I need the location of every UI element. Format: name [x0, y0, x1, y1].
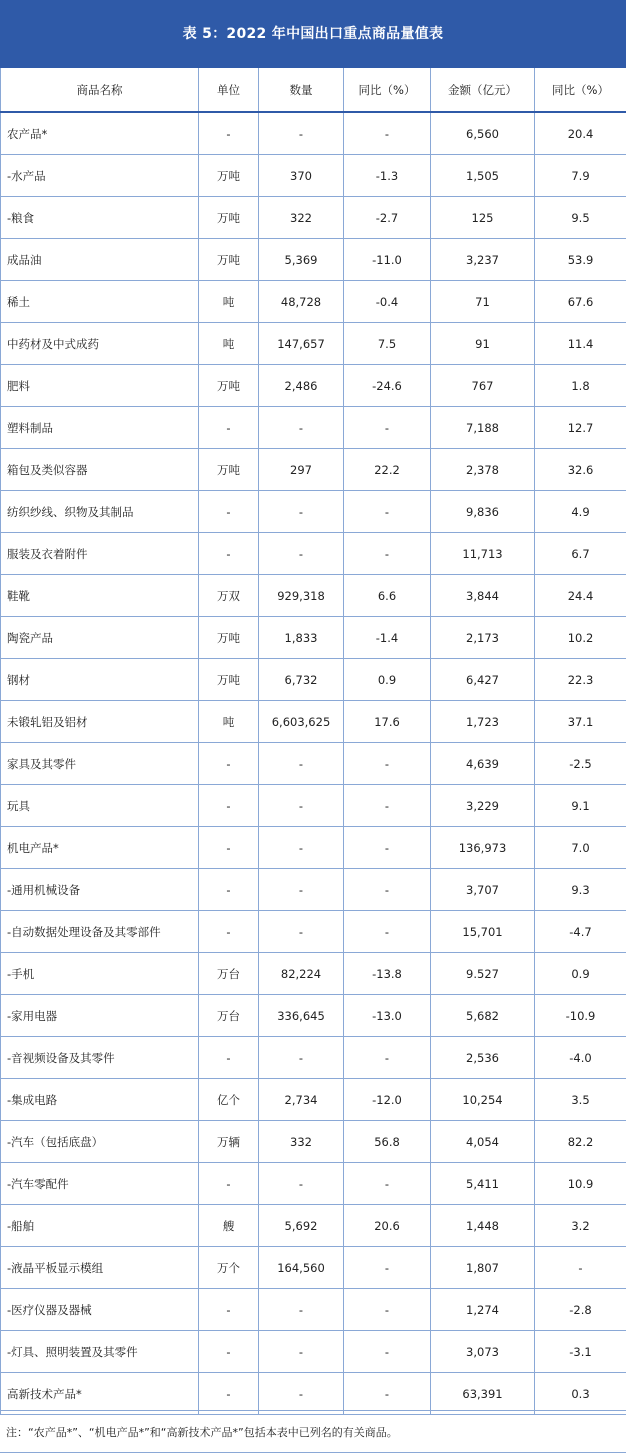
cell-unit: 万吨	[199, 617, 259, 659]
cell-unit: -	[199, 869, 259, 911]
table-row	[1, 575, 626, 617]
cell-yoy-amount: 53.9	[535, 239, 626, 281]
cell-unit: 万吨	[199, 659, 259, 701]
cell-yoy-amount: 12.7	[535, 407, 626, 449]
cell-amount: 9,836	[431, 491, 535, 533]
table-row	[1, 701, 626, 743]
cell-yoy-quantity: -11.0	[344, 239, 431, 281]
cell-amount: 3,073	[431, 1331, 535, 1373]
cell-yoy-quantity: -	[344, 911, 431, 953]
cell-unit: 万台	[199, 953, 259, 995]
cell-yoy-quantity: 0.9	[344, 659, 431, 701]
cell-yoy-quantity: -	[344, 785, 431, 827]
cell-unit: 艘	[199, 1205, 259, 1247]
cell-unit: 万吨	[199, 197, 259, 239]
cell-yoy-amount: 1.8	[535, 365, 626, 407]
table-row	[1, 449, 626, 491]
cell-yoy-quantity: -	[344, 1037, 431, 1079]
cell-quantity: -	[259, 407, 344, 449]
cell-unit: -	[199, 1037, 259, 1079]
table-row	[1, 239, 626, 281]
cell-yoy-quantity: -	[344, 1373, 431, 1415]
cell-amount: 7,188	[431, 407, 535, 449]
cell-quantity: -	[259, 1163, 344, 1205]
cell-unit: 吨	[199, 701, 259, 743]
cell-quantity: 82,224	[259, 953, 344, 995]
cell-unit: 万辆	[199, 1121, 259, 1163]
cell-unit: 亿个	[199, 1079, 259, 1121]
cell-quantity: -	[259, 911, 344, 953]
table-row	[1, 743, 626, 785]
cell-yoy-amount: 20.4	[535, 112, 626, 155]
cell-amount: 4,639	[431, 743, 535, 785]
cell-yoy-quantity: -	[344, 491, 431, 533]
cell-amount: 1,807	[431, 1247, 535, 1289]
cell-yoy-amount: 37.1	[535, 701, 626, 743]
cell-name: 家具及其零件	[1, 743, 199, 785]
table-row	[1, 1037, 626, 1079]
cell-quantity: 332	[259, 1121, 344, 1163]
cell-name: 未锻轧铝及铝材	[1, 701, 199, 743]
table-row	[1, 785, 626, 827]
table-row	[1, 491, 626, 533]
cell-amount: 1,448	[431, 1205, 535, 1247]
cell-yoy-quantity: -	[344, 533, 431, 575]
table-row	[1, 1331, 626, 1373]
cell-yoy-amount: 7.0	[535, 827, 626, 869]
cell-yoy-quantity: -	[344, 827, 431, 869]
header-quantity: 数量	[259, 67, 344, 112]
header-row	[1, 67, 626, 112]
table-row	[1, 533, 626, 575]
cell-amount: 3,844	[431, 575, 535, 617]
cell-amount: 6,560	[431, 112, 535, 155]
cell-yoy-amount: -10.9	[535, 995, 626, 1037]
cell-name: 陶瓷产品	[1, 617, 199, 659]
table-row	[1, 112, 626, 155]
table-row	[1, 995, 626, 1037]
cell-yoy-quantity: -	[344, 1289, 431, 1331]
table-row	[1, 953, 626, 995]
table-row	[1, 827, 626, 869]
cell-amount: 3,229	[431, 785, 535, 827]
cell-amount: 91	[431, 323, 535, 365]
cell-quantity: 322	[259, 197, 344, 239]
cell-unit: -	[199, 112, 259, 155]
cell-unit: -	[199, 1331, 259, 1373]
cell-amount: 6,427	[431, 659, 535, 701]
cell-yoy-quantity: -	[344, 1331, 431, 1373]
cell-name: -音视频设备及其零件	[1, 1037, 199, 1079]
cell-yoy-amount: -2.8	[535, 1289, 626, 1331]
cell-quantity: 2,734	[259, 1079, 344, 1121]
cell-amount: 2,536	[431, 1037, 535, 1079]
table-row	[1, 197, 626, 239]
cell-quantity: 336,645	[259, 995, 344, 1037]
table-row	[1, 1079, 626, 1121]
cell-name: -汽车零配件	[1, 1163, 199, 1205]
cell-yoy-amount: 4.9	[535, 491, 626, 533]
cell-name: -医疗仪器及器械	[1, 1289, 199, 1331]
cell-name: -水产品	[1, 155, 199, 197]
cell-amount: 63,391	[431, 1373, 535, 1415]
cell-name: 肥料	[1, 365, 199, 407]
cell-amount: 767	[431, 365, 535, 407]
cell-unit: -	[199, 911, 259, 953]
cell-quantity: 1,833	[259, 617, 344, 659]
cell-yoy-amount: 9.3	[535, 869, 626, 911]
cell-yoy-quantity: 22.2	[344, 449, 431, 491]
table-row	[1, 869, 626, 911]
cell-yoy-quantity: -	[344, 1163, 431, 1205]
cell-quantity: 929,318	[259, 575, 344, 617]
cell-yoy-amount: 32.6	[535, 449, 626, 491]
cell-quantity: 5,692	[259, 1205, 344, 1247]
cell-quantity: -	[259, 869, 344, 911]
cell-amount: 1,505	[431, 155, 535, 197]
cell-amount: 136,973	[431, 827, 535, 869]
table-container	[0, 66, 626, 1410]
cell-yoy-amount: 9.1	[535, 785, 626, 827]
cell-yoy-amount: 0.9	[535, 953, 626, 995]
table-row	[1, 155, 626, 197]
cell-name: -自动数据处理设备及其零部件	[1, 911, 199, 953]
cell-yoy-amount: 0.3	[535, 1373, 626, 1415]
cell-quantity: -	[259, 533, 344, 575]
header-unit: 单位	[199, 67, 259, 112]
cell-quantity: -	[259, 785, 344, 827]
cell-name: -家用电器	[1, 995, 199, 1037]
cell-yoy-quantity: -	[344, 1247, 431, 1289]
cell-quantity: 2,486	[259, 365, 344, 407]
cell-unit: 万吨	[199, 239, 259, 281]
cell-name: -通用机械设备	[1, 869, 199, 911]
cell-amount: 11,713	[431, 533, 535, 575]
table-row	[1, 911, 626, 953]
cell-amount: 5,682	[431, 995, 535, 1037]
cell-quantity: 370	[259, 155, 344, 197]
cell-name: 玩具	[1, 785, 199, 827]
cell-name: 鞋靴	[1, 575, 199, 617]
table-row	[1, 1373, 626, 1415]
cell-name: 纺织纱线、织物及其制品	[1, 491, 199, 533]
cell-unit: -	[199, 1289, 259, 1331]
cell-yoy-amount: 24.4	[535, 575, 626, 617]
cell-quantity: -	[259, 112, 344, 155]
header-name: 商品名称	[1, 67, 199, 112]
cell-unit: -	[199, 1373, 259, 1415]
cell-unit: 吨	[199, 323, 259, 365]
cell-yoy-amount: 6.7	[535, 533, 626, 575]
cell-yoy-quantity: -12.0	[344, 1079, 431, 1121]
cell-unit: 万台	[199, 995, 259, 1037]
table-header	[1, 67, 626, 112]
cell-yoy-amount: -4.0	[535, 1037, 626, 1079]
cell-unit: 万个	[199, 1247, 259, 1289]
cell-yoy-quantity: -24.6	[344, 365, 431, 407]
cell-name: 钢材	[1, 659, 199, 701]
table-row	[1, 323, 626, 365]
cell-unit: 吨	[199, 281, 259, 323]
cell-amount: 5,411	[431, 1163, 535, 1205]
cell-name: -船舶	[1, 1205, 199, 1247]
cell-yoy-amount: 67.6	[535, 281, 626, 323]
cell-amount: 15,701	[431, 911, 535, 953]
cell-quantity: 297	[259, 449, 344, 491]
header-amount: 金额（亿元）	[431, 67, 535, 112]
cell-name: 高新技术产品*	[1, 1373, 199, 1415]
table-row	[1, 1205, 626, 1247]
cell-yoy-quantity: 17.6	[344, 701, 431, 743]
cell-yoy-quantity: -	[344, 869, 431, 911]
header-yoy-quantity: 同比（%）	[344, 67, 431, 112]
table-note: 注：“农产品*”、“机电产品*”和“高新技术产品*”包括本表中已列名的有关商品。	[0, 1410, 626, 1453]
cell-name: -粮食	[1, 197, 199, 239]
cell-yoy-quantity: 7.5	[344, 323, 431, 365]
cell-yoy-quantity: -	[344, 112, 431, 155]
cell-unit: 万双	[199, 575, 259, 617]
cell-quantity: 164,560	[259, 1247, 344, 1289]
cell-yoy-amount: -3.1	[535, 1331, 626, 1373]
cell-name: 机电产品*	[1, 827, 199, 869]
cell-yoy-amount: 9.5	[535, 197, 626, 239]
table-row	[1, 407, 626, 449]
export-table	[0, 66, 626, 1415]
cell-amount: 125	[431, 197, 535, 239]
cell-quantity: 48,728	[259, 281, 344, 323]
cell-yoy-quantity: -	[344, 407, 431, 449]
header-yoy-amount: 同比（%）	[535, 67, 626, 112]
cell-unit: -	[199, 533, 259, 575]
cell-unit: -	[199, 827, 259, 869]
cell-quantity: -	[259, 1289, 344, 1331]
cell-yoy-quantity: -1.3	[344, 155, 431, 197]
cell-amount: 1,723	[431, 701, 535, 743]
cell-quantity: -	[259, 1037, 344, 1079]
cell-amount: 71	[431, 281, 535, 323]
cell-yoy-amount: 10.2	[535, 617, 626, 659]
cell-name: -液晶平板显示模组	[1, 1247, 199, 1289]
cell-unit: -	[199, 1163, 259, 1205]
cell-yoy-quantity: 6.6	[344, 575, 431, 617]
cell-yoy-amount: 3.5	[535, 1079, 626, 1121]
table-row	[1, 1289, 626, 1331]
cell-unit: -	[199, 407, 259, 449]
cell-yoy-amount: -	[535, 1247, 626, 1289]
cell-yoy-quantity: 56.8	[344, 1121, 431, 1163]
cell-unit: 万吨	[199, 155, 259, 197]
table-row	[1, 281, 626, 323]
cell-name: 塑料制品	[1, 407, 199, 449]
table-row	[1, 659, 626, 701]
table-row	[1, 1163, 626, 1205]
cell-yoy-quantity: -	[344, 743, 431, 785]
cell-unit: 万吨	[199, 449, 259, 491]
cell-name: 成品油	[1, 239, 199, 281]
cell-amount: 1,274	[431, 1289, 535, 1331]
cell-yoy-amount: -4.7	[535, 911, 626, 953]
cell-quantity: -	[259, 1331, 344, 1373]
cell-amount: 2,378	[431, 449, 535, 491]
table-row	[1, 365, 626, 407]
cell-amount: 10,254	[431, 1079, 535, 1121]
cell-name: -汽车（包括底盘）	[1, 1121, 199, 1163]
cell-yoy-amount: 11.4	[535, 323, 626, 365]
cell-quantity: 5,369	[259, 239, 344, 281]
cell-yoy-quantity: 20.6	[344, 1205, 431, 1247]
cell-amount: 3,707	[431, 869, 535, 911]
cell-quantity: 6,732	[259, 659, 344, 701]
cell-yoy-amount: 3.2	[535, 1205, 626, 1247]
cell-amount: 2,173	[431, 617, 535, 659]
cell-name: -集成电路	[1, 1079, 199, 1121]
cell-yoy-quantity: -0.4	[344, 281, 431, 323]
cell-yoy-quantity: -13.8	[344, 953, 431, 995]
cell-quantity: -	[259, 491, 344, 533]
table-row	[1, 617, 626, 659]
cell-unit: -	[199, 785, 259, 827]
cell-yoy-amount: 7.9	[535, 155, 626, 197]
table-body	[1, 112, 626, 1415]
cell-unit: -	[199, 491, 259, 533]
cell-yoy-quantity: -13.0	[344, 995, 431, 1037]
cell-quantity: 6,603,625	[259, 701, 344, 743]
cell-amount: 9.527	[431, 953, 535, 995]
cell-name: -手机	[1, 953, 199, 995]
table-row	[1, 1121, 626, 1163]
cell-yoy-amount: 82.2	[535, 1121, 626, 1163]
cell-name: 中药材及中式成药	[1, 323, 199, 365]
cell-amount: 4,054	[431, 1121, 535, 1163]
cell-name: 稀土	[1, 281, 199, 323]
cell-unit: 万吨	[199, 365, 259, 407]
cell-yoy-amount: -2.5	[535, 743, 626, 785]
table-row	[1, 1247, 626, 1289]
cell-yoy-quantity: -1.4	[344, 617, 431, 659]
cell-yoy-amount: 10.9	[535, 1163, 626, 1205]
cell-yoy-amount: 22.3	[535, 659, 626, 701]
cell-name: 箱包及类似容器	[1, 449, 199, 491]
cell-name: 服装及衣着附件	[1, 533, 199, 575]
cell-amount: 3,237	[431, 239, 535, 281]
cell-yoy-quantity: -2.7	[344, 197, 431, 239]
cell-quantity: 147,657	[259, 323, 344, 365]
cell-name: 农产品*	[1, 112, 199, 155]
cell-unit: -	[199, 743, 259, 785]
cell-quantity: -	[259, 1373, 344, 1415]
table-title: 表 5：2022 年中国出口重点商品量值表	[0, 0, 626, 66]
cell-quantity: -	[259, 743, 344, 785]
cell-quantity: -	[259, 827, 344, 869]
cell-name: -灯具、照明装置及其零件	[1, 1331, 199, 1373]
